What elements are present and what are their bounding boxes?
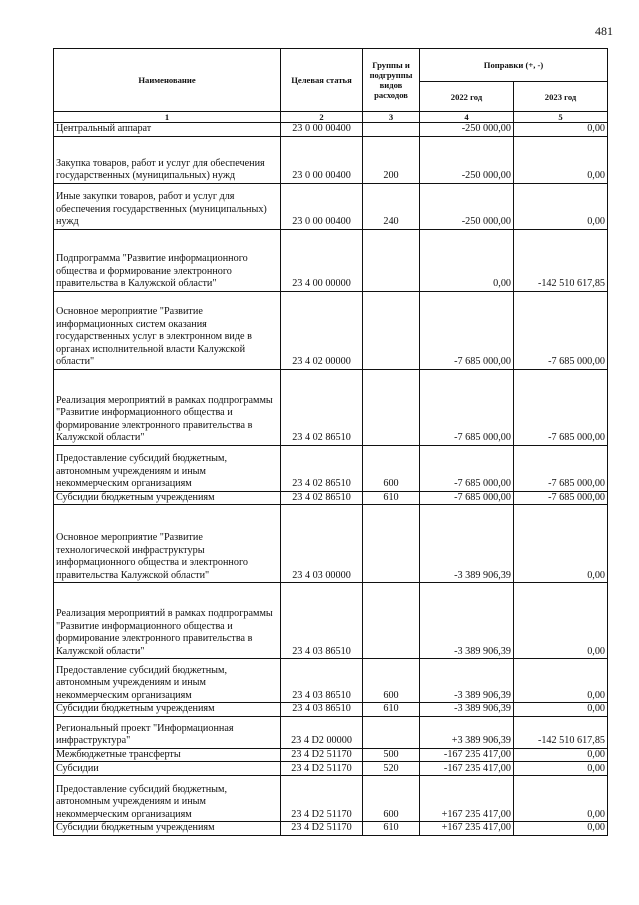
header-groups: Группы и подгруппы видов расходов <box>363 49 420 112</box>
table-row <box>54 229 608 291</box>
row-value-2022: -3 389 906,39 <box>420 505 514 583</box>
row-group: 520 <box>363 762 420 776</box>
row-code: 23 0 00 00400 <box>281 183 363 229</box>
row-value-2023: 0,00 <box>514 703 608 717</box>
row-code: 23 0 00 00400 <box>281 136 363 183</box>
page-number: 481 <box>595 24 613 38</box>
table-row <box>54 123 608 137</box>
row-name: Закупка товаров, работ и услуг для обеспечения государственных (муниципальных) нужд <box>54 136 281 183</box>
row-group: 610 <box>363 703 420 717</box>
row-group <box>363 583 420 659</box>
row-value-2023: -7 685 000,00 <box>514 445 608 491</box>
row-group: 200 <box>363 136 420 183</box>
header-name: Наименование <box>54 49 281 112</box>
row-value-2022: 0,00 <box>420 229 514 291</box>
row-group <box>363 229 420 291</box>
row-group <box>363 291 420 369</box>
row-code: 23 4 02 86510 <box>281 445 363 491</box>
table-row <box>54 136 608 183</box>
row-value-2023: -7 685 000,00 <box>514 491 608 505</box>
row-value-2022: +167 235 417,00 <box>420 822 514 836</box>
row-code: 23 4 00 00000 <box>281 229 363 291</box>
row-name: Межбюджетные трансферты <box>54 748 281 762</box>
table-row <box>54 491 608 505</box>
row-name: Реализация мероприятий в рамках подпрограммы "Развитие информационного общества и формирование электронного правительства в Калужской области" <box>54 369 281 445</box>
row-group: 610 <box>363 822 420 836</box>
row-value-2022: -7 685 000,00 <box>420 445 514 491</box>
column-number: 2 <box>281 112 363 123</box>
row-code: 23 4 02 86510 <box>281 369 363 445</box>
row-name: Основное мероприятие "Развитие технологической инфраструктуры информационного общества и электронного правительства Калужской области" <box>54 505 281 583</box>
header-2023: 2023 год <box>514 82 608 112</box>
table-row <box>54 445 608 491</box>
row-group <box>363 505 420 583</box>
row-code: 23 0 00 00400 <box>281 123 363 137</box>
row-value-2023: 0,00 <box>514 659 608 703</box>
row-value-2023: 0,00 <box>514 136 608 183</box>
row-value-2022: -3 389 906,39 <box>420 583 514 659</box>
row-value-2022: -250 000,00 <box>420 136 514 183</box>
row-code: 23 4 03 00000 <box>281 505 363 583</box>
row-value-2023: -7 685 000,00 <box>514 369 608 445</box>
table-row <box>54 583 608 659</box>
table-row <box>54 291 608 369</box>
table-row <box>54 183 608 229</box>
row-value-2023: -142 510 617,85 <box>514 716 608 748</box>
row-code: 23 4 03 86510 <box>281 703 363 717</box>
row-value-2023: 0,00 <box>514 762 608 776</box>
row-value-2023: 0,00 <box>514 583 608 659</box>
row-code: 23 4 03 86510 <box>281 659 363 703</box>
table-row <box>54 748 608 762</box>
row-value-2022: -7 685 000,00 <box>420 369 514 445</box>
row-name: Иные закупки товаров, работ и услуг для обеспечения государственных (муниципальных) нужд <box>54 183 281 229</box>
budget-amendments-table <box>53 48 608 836</box>
row-name: Реализация мероприятий в рамках подпрограммы "Развитие информационного общества и формирование электронного правительства в Калужской области" <box>54 583 281 659</box>
row-value-2022: +3 389 906,39 <box>420 716 514 748</box>
row-name: Субсидии бюджетным учреждениям <box>54 491 281 505</box>
column-number: 3 <box>363 112 420 123</box>
row-name: Предоставление субсидий бюджетным, автономным учреждениям и иным некоммерческим организациям <box>54 659 281 703</box>
row-value-2023: -142 510 617,85 <box>514 229 608 291</box>
table-row <box>54 822 608 836</box>
row-value-2022: -7 685 000,00 <box>420 291 514 369</box>
table-row <box>54 369 608 445</box>
row-name: Центральный аппарат <box>54 123 281 137</box>
row-code: 23 4 D2 00000 <box>281 716 363 748</box>
row-name: Предоставление субсидий бюджетным, автономным учреждениям и иным некоммерческим организациям <box>54 776 281 822</box>
row-value-2023: 0,00 <box>514 123 608 137</box>
row-group: 600 <box>363 445 420 491</box>
row-group <box>363 123 420 137</box>
row-name: Субсидии бюджетным учреждениям <box>54 703 281 717</box>
row-code: 23 4 D2 51170 <box>281 762 363 776</box>
row-code: 23 4 02 00000 <box>281 291 363 369</box>
row-code: 23 4 D2 51170 <box>281 776 363 822</box>
row-value-2022: -167 235 417,00 <box>420 762 514 776</box>
row-code: 23 4 02 86510 <box>281 491 363 505</box>
column-number: 4 <box>420 112 514 123</box>
row-name: Субсидии бюджетным учреждениям <box>54 822 281 836</box>
row-group: 600 <box>363 776 420 822</box>
row-value-2022: -250 000,00 <box>420 123 514 137</box>
header-target: Целевая статья <box>281 49 363 112</box>
table-row <box>54 762 608 776</box>
row-value-2022: +167 235 417,00 <box>420 776 514 822</box>
column-number: 5 <box>514 112 608 123</box>
row-group <box>363 369 420 445</box>
row-value-2023: 0,00 <box>514 748 608 762</box>
row-group: 600 <box>363 659 420 703</box>
row-value-2023: 0,00 <box>514 776 608 822</box>
row-value-2022: -7 685 000,00 <box>420 491 514 505</box>
row-group <box>363 716 420 748</box>
row-value-2022: -250 000,00 <box>420 183 514 229</box>
table-row <box>54 505 608 583</box>
row-name: Субсидии <box>54 762 281 776</box>
row-value-2022: -3 389 906,39 <box>420 703 514 717</box>
table-row <box>54 703 608 717</box>
row-code: 23 4 03 86510 <box>281 583 363 659</box>
row-code: 23 4 D2 51170 <box>281 822 363 836</box>
row-group: 240 <box>363 183 420 229</box>
table-row <box>54 716 608 748</box>
table-row <box>54 659 608 703</box>
row-name: Основное мероприятие "Развитие информационных систем оказания государственных услуг в электронном виде в органах исполнительной власти Калужской области" <box>54 291 281 369</box>
header-2022: 2022 год <box>420 82 514 112</box>
column-number: 1 <box>54 112 281 123</box>
row-name: Предоставление субсидий бюджетным, автономным учреждениям и иным некоммерческим организациям <box>54 445 281 491</box>
row-value-2023: 0,00 <box>514 822 608 836</box>
row-value-2023: 0,00 <box>514 505 608 583</box>
row-code: 23 4 D2 51170 <box>281 748 363 762</box>
row-group: 610 <box>363 491 420 505</box>
row-value-2023: 0,00 <box>514 183 608 229</box>
row-value-2022: -3 389 906,39 <box>420 659 514 703</box>
row-value-2022: -167 235 417,00 <box>420 748 514 762</box>
row-name: Региональный проект "Информационная инфраструктура" <box>54 716 281 748</box>
header-amendments: Поправки (+, -) <box>420 49 608 82</box>
row-value-2023: -7 685 000,00 <box>514 291 608 369</box>
column-numbers-row <box>54 112 608 123</box>
row-group: 500 <box>363 748 420 762</box>
row-name: Подпрограмма "Развитие информационного общества и формирование электронного правительства в Калужской области" <box>54 229 281 291</box>
table-row <box>54 776 608 822</box>
